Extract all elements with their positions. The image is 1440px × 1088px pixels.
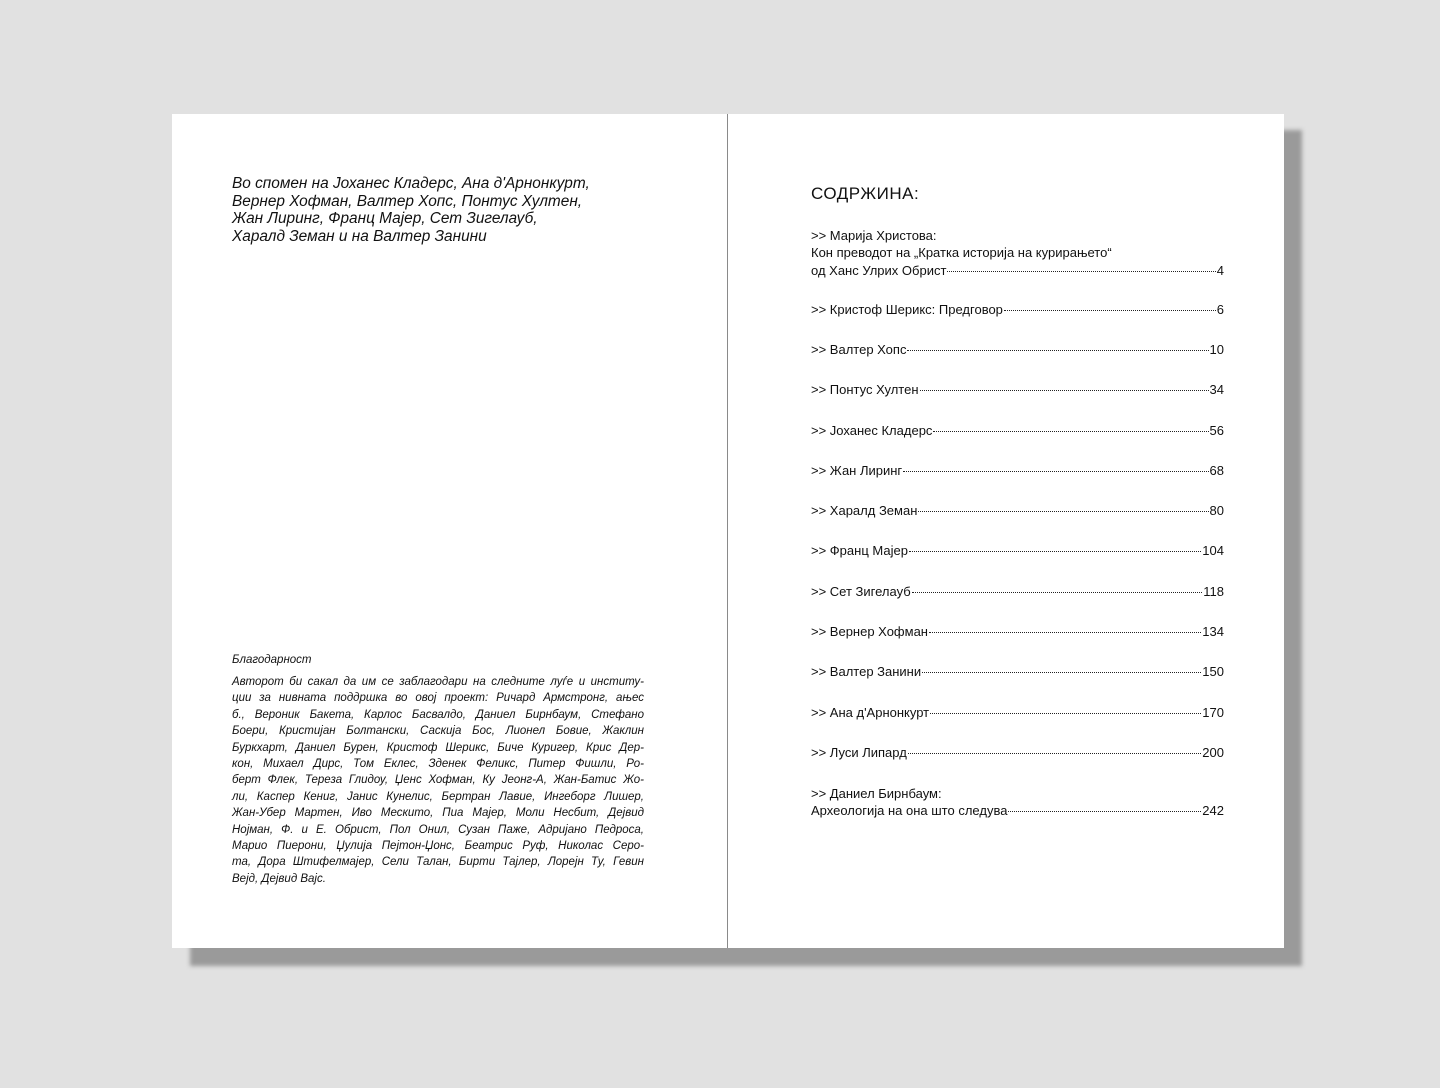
dot-leader xyxy=(907,350,1208,351)
acknowledgement-line: Боери, Кристијан Болтански, Саскија Бос, Лионел Бовие, Жаклин xyxy=(232,725,644,738)
toc-entry-row xyxy=(811,422,1224,439)
acknowledgement-line: кон, Михаел Дирс, Том Еклес, Зденек Феликс, Питер Фишли, Ро- xyxy=(232,757,644,770)
dedication-line: Харалд Земан и на Валтер Занини xyxy=(232,227,487,245)
toc-entry xyxy=(811,704,1224,721)
acknowledgement-line: та, Дора Штифелмајер, Сели Талан, Бирти Тајлер, Лорејн Ту, Гевин xyxy=(232,856,644,869)
toc-entry-row xyxy=(811,744,1224,761)
dot-leader xyxy=(918,511,1208,512)
toc-entry xyxy=(811,785,1224,820)
acknowledgement-line: б., Вероник Бакета, Карлос Басвалдо, Даниел Бирнбаум, Стефано xyxy=(232,708,644,721)
toc-entry-row xyxy=(811,663,1224,680)
toc-entry-label: >> Жан Лиринг xyxy=(811,463,903,478)
toc-entry xyxy=(811,341,1224,358)
toc-entry-label: >> Валтер Занини xyxy=(811,664,922,679)
acknowledgement-body xyxy=(232,674,644,887)
acknowledgement-line: Буркхарт, Даниел Бурен, Кристоф Шерикс, Биче Куригер, Крис Дер- xyxy=(232,741,644,754)
dot-leader xyxy=(912,592,1203,593)
toc-entry-page: 4 xyxy=(1216,262,1224,278)
toc-entry-row xyxy=(811,381,1224,398)
toc-entry-page: 6 xyxy=(1216,302,1224,317)
toc-entry-label: >> Кристоф Шерикс: Предговор xyxy=(811,302,1003,317)
toc-entry-page: 150 xyxy=(1202,664,1224,679)
toc-entry-row xyxy=(811,623,1224,640)
dot-leader xyxy=(933,431,1208,432)
toc-entry-row xyxy=(811,704,1224,721)
acknowledgement-line: Авторот би сакал да им се заблагодари на следните луѓе и институ- xyxy=(232,676,644,688)
toc-entry-page: 80 xyxy=(1209,503,1224,518)
toc-entry-row xyxy=(811,341,1224,358)
toc-entry xyxy=(811,462,1224,479)
acknowledgement-heading: Благодарност xyxy=(232,654,312,666)
dot-leader xyxy=(903,471,1208,472)
toc-entry xyxy=(811,301,1224,318)
toc-entry xyxy=(811,623,1224,640)
toc-entry-page: 104 xyxy=(1202,543,1224,558)
toc-entry-page: 170 xyxy=(1202,705,1224,720)
acknowledgement-line: Марио Пиерони, Џулија Пејтон-Џонс, Беатрис Руф, Николас Серо- xyxy=(232,839,644,852)
toc-entry-label: >> Франц Мајер xyxy=(811,543,908,558)
toc-entry-label: >> Луси Липард xyxy=(811,745,907,760)
toc-entry xyxy=(811,583,1224,600)
acknowledgement-line: ции за нивната поддршка во овој проект: Ричард Армстронг, ањес xyxy=(232,692,644,705)
toc-entry-row xyxy=(811,583,1224,600)
toc-entry xyxy=(811,663,1224,680)
toc-entry xyxy=(811,422,1224,439)
dedication-line: Во спомен на Јоханес Кладерс, Ана д'Арнонкурт, xyxy=(232,175,590,192)
toc-entry-row xyxy=(811,802,1224,819)
toc-entry-label: >> Сет Зигелауб xyxy=(811,584,911,599)
acknowledgement-line: ли, Каспер Кениг, Јанис Кунелис, Бертран Лавие, Ингеборг Лишер, xyxy=(232,790,644,803)
dot-leader xyxy=(930,713,1201,714)
dot-leader xyxy=(1008,811,1201,812)
toc-entry-author: >> Марија Христова: xyxy=(811,228,937,243)
toc-entry-page: 56 xyxy=(1209,423,1224,438)
acknowledgement-line: Вејд, Дејвид Вајс. xyxy=(232,872,326,885)
dot-leader xyxy=(909,551,1201,552)
toc-entry-row xyxy=(811,301,1224,318)
toc-entry-label: од Ханс Улрих Обрист xyxy=(811,262,947,278)
toc-entry-page: 10 xyxy=(1209,342,1224,357)
dot-leader xyxy=(908,753,1202,754)
toc-entry-label: >> Вернер Хофман xyxy=(811,624,928,639)
dedication-line: Вернер Хофман, Валтер Хопс, Понтус Хултен, xyxy=(232,192,583,210)
acknowledgement-line: Жан-Убер Мартен, Иво Мескито, Пиа Мајер, Моли Несбит, Дејвид xyxy=(232,807,644,820)
toc-entry-page: 134 xyxy=(1202,624,1224,639)
toc-entry-page: 34 xyxy=(1209,382,1224,397)
toc-entry-label: Археологија на она што следува xyxy=(811,803,1008,819)
dot-leader xyxy=(929,632,1201,633)
toc-entry-row xyxy=(811,542,1224,559)
toc-entry-label: >> Понтус Хултен xyxy=(811,382,919,397)
toc-entry xyxy=(811,381,1224,398)
toc-entry-row xyxy=(811,462,1224,479)
toc-entry xyxy=(811,502,1224,519)
dedication-line: Жан Лиринг, Франц Мајер, Сет Зигелауб, xyxy=(232,210,538,228)
page-gutter xyxy=(727,114,728,948)
toc-entry-page: 200 xyxy=(1202,745,1224,760)
toc-entry xyxy=(811,542,1224,559)
book-spread xyxy=(172,114,1284,948)
dot-leader xyxy=(1004,310,1216,311)
toc-entry-label: >> Валтер Хопс xyxy=(811,342,907,357)
toc-entry xyxy=(811,744,1224,761)
toc-entry-page: 118 xyxy=(1203,584,1224,599)
toc-entry-label: >> Ана д'Арнонкурт xyxy=(811,705,930,720)
dedication xyxy=(232,175,652,245)
toc-entry-label: >> Харалд Земан xyxy=(811,503,918,518)
acknowledgement-line: берт Флек, Тереза Глидоу, Џенс Хофман, Ку Јеонг-А, Жан-Батис Жо- xyxy=(232,774,644,787)
toc-entry-author: >> Даниел Бирнбаум: xyxy=(811,786,942,801)
toc-entry-subtitle: Кон преводот на „Кратка историја на курирањето“ xyxy=(811,245,1112,261)
toc-entry xyxy=(811,227,1224,279)
toc-entry-row xyxy=(811,502,1224,519)
toc-entry-page: 68 xyxy=(1209,463,1224,478)
toc-entry-label: >> Јоханес Кладерс xyxy=(811,423,933,438)
dot-leader xyxy=(947,271,1215,272)
toc-entry-row xyxy=(811,262,1224,279)
dot-leader xyxy=(922,672,1201,673)
toc-entry-page: 242 xyxy=(1202,803,1224,819)
dot-leader xyxy=(920,390,1209,391)
acknowledgement-line: Нојман, Ф. и Е. Обрист, Пол Онил, Сузан Паже, Адријано Педроса, xyxy=(232,823,644,836)
toc-title: СОДРЖИНА: xyxy=(811,184,920,203)
